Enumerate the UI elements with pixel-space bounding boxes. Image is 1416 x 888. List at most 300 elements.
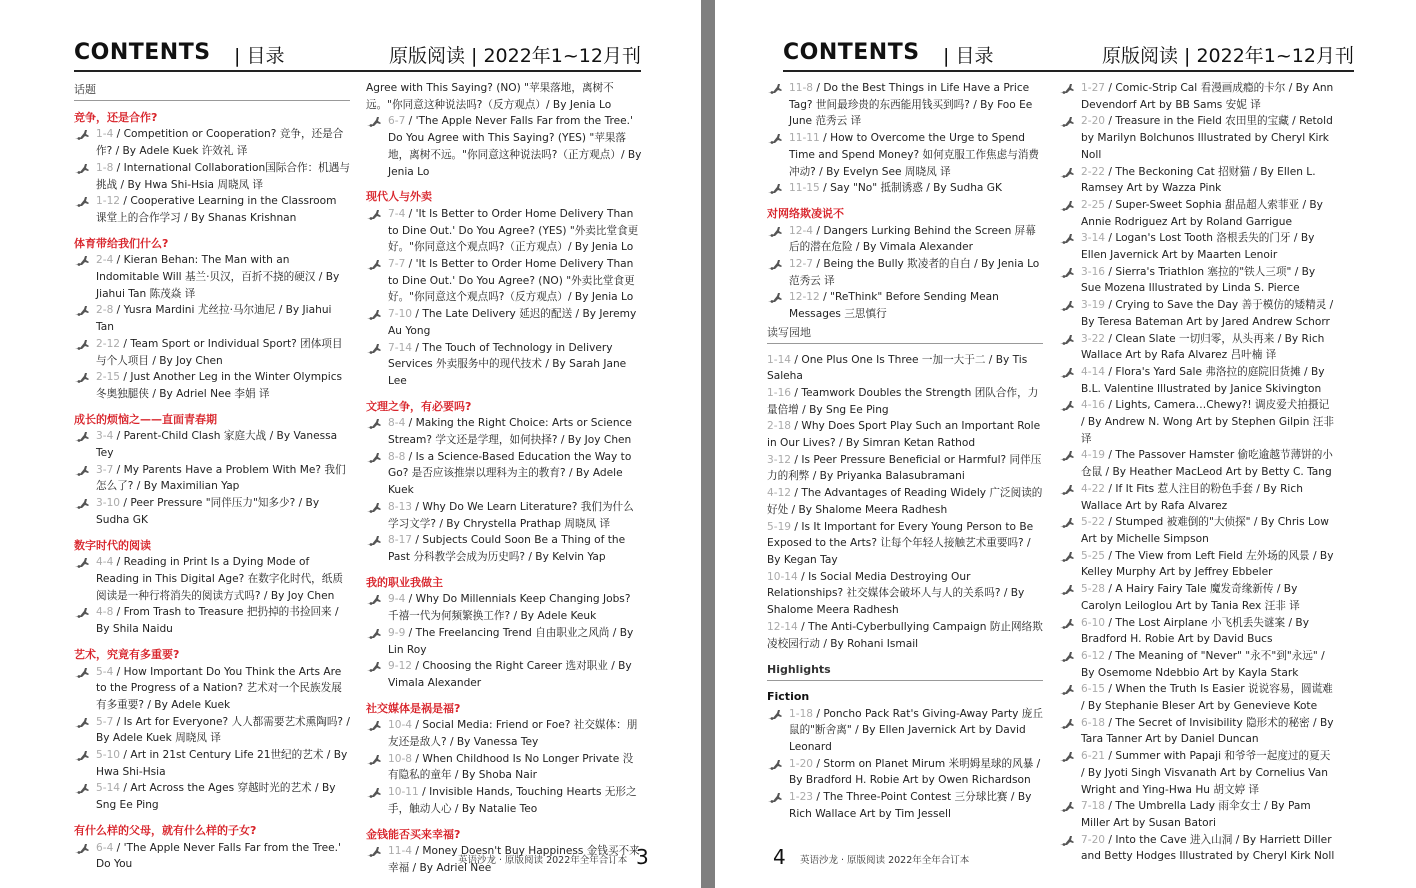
toc-column xyxy=(366,80,642,877)
entry-code: 5-4 xyxy=(96,665,114,678)
entry-text: / The Freelancing Trend 自由职业之风尚 / By Lin Roy xyxy=(388,626,634,656)
entry-text: / The Passover Hamster 偷吃逾越节薄饼的小仓鼠 / By Heather MacLeod Art by Betty C. Tang xyxy=(1081,449,1333,479)
entry-text: / If It Fits 惹人注目的粉色手套 / By Rich Wallace Art by Rafa Alvarez xyxy=(1081,482,1303,512)
entry-text: / The Secret of Invisibility 隐形术的秘密 / By Tara Tanner Art by Daniel Duncan xyxy=(1081,716,1334,746)
section-heading: Fiction xyxy=(767,689,810,703)
toc-entry xyxy=(767,485,1043,518)
entry-code: 2-22 xyxy=(1081,165,1106,178)
page-header xyxy=(783,38,1354,72)
entry-text: / How Important Do You Think the Arts Are to the Progress of a Nation? 艺术对一个民族发展有多重要? / By Adele Kuek xyxy=(96,665,342,711)
toc-entry xyxy=(366,415,642,448)
audio-icon xyxy=(74,163,90,174)
audio-icon xyxy=(767,709,783,720)
audio-icon xyxy=(1059,200,1075,211)
audio-icon xyxy=(1059,367,1075,378)
entry-text: / When the Truth Is Easier 说说容易，圆谎难 / By Stephanie Bleser Art by Genevieve Kote xyxy=(1081,683,1333,713)
section-heading: 艺术，究竟有多重要? xyxy=(74,647,180,661)
audio-icon xyxy=(74,498,90,509)
entry-code: 3-22 xyxy=(1081,332,1106,345)
entry-text: / Parent-Child Clash 家庭大战 / By Vanessa Tey xyxy=(96,430,338,460)
entry-code: 12-12 xyxy=(789,291,820,304)
audio-icon xyxy=(74,465,90,476)
toc-entry xyxy=(767,706,1043,756)
entry-text: / Flora's Yard Sale 弗洛拉的庭院旧货摊 / By B.L. Valentine Illustrated by Janice Skivington xyxy=(1081,365,1325,395)
audio-icon xyxy=(74,129,90,140)
entry-text: / 'It Is Better to Order Home Delivery Than to Dine Out.' Do You Agree? (NO) "外卖比堂食更好。"你同意这个观点吗?（反方观点）/ By Jenia Lo xyxy=(388,258,635,304)
right-page xyxy=(715,0,1416,888)
audio-icon xyxy=(74,305,90,316)
entry-code: 3-19 xyxy=(1081,299,1106,312)
entry-code: 1-18 xyxy=(789,707,814,720)
section-heading: 话题 xyxy=(74,82,350,101)
entry-code: 6-7 xyxy=(388,115,406,128)
audio-icon xyxy=(74,339,90,350)
entry-code: 2-8 xyxy=(96,304,114,317)
toc-entry xyxy=(74,193,350,226)
entry-code: 6-10 xyxy=(1081,616,1106,629)
entry-code: 2-25 xyxy=(1081,198,1106,211)
audio-icon xyxy=(767,259,783,270)
left-page xyxy=(0,0,701,888)
audio-icon xyxy=(74,750,90,761)
entry-code: 1-12 xyxy=(96,195,121,208)
toc-entry xyxy=(1059,798,1335,831)
entry-text: / Lights, Camera…Chewy?! 调皮爱犬拍摄记 / By Andrew N. Wong Art by Stephen Gilpin 汪非 译 xyxy=(1081,399,1334,445)
entry-text: / Is It Important for Every Young Person to Be Exposed to the Arts? 让每个年轻人接触艺术重要吗? / By Kegan Tay xyxy=(767,520,1034,566)
entry-code: 12-4 xyxy=(789,224,814,237)
toc-column xyxy=(74,80,350,873)
audio-icon xyxy=(767,83,783,94)
audio-icon xyxy=(1059,651,1075,662)
entry-code: 11-15 xyxy=(789,182,820,195)
entry-text: / Summer with Papaji 和爷爷一起度过的夏天 / By Jyoti Singh Visvanath Art by Cornelius Van Wright and Ying-Hwa Hu 胡文婷 译 xyxy=(1081,750,1331,796)
audio-icon xyxy=(366,720,382,731)
audio-icon xyxy=(74,196,90,207)
entry-code: 4-16 xyxy=(1081,399,1106,412)
entry-text: / Is Social Media Destroying Our Relationships? 社交媒体会破坏人与人的关系吗? / By Shalome Meera Radhesh xyxy=(767,570,1025,617)
toc-entry xyxy=(74,840,350,873)
entry-code: 5-19 xyxy=(767,520,792,533)
audio-icon xyxy=(74,843,90,854)
entry-text: / Money Doesn't Buy Happiness 金钱买不来幸福 / By Adriel Nee xyxy=(388,845,640,874)
entry-code: 7-4 xyxy=(388,207,406,220)
entry-text: / Competition or Cooperation? 竞争，还是合作? / By Adele Kuek 许效礼 译 xyxy=(96,128,344,158)
toc-entry xyxy=(767,80,1043,130)
toc-entry xyxy=(74,462,350,495)
audio-icon xyxy=(366,661,382,672)
audio-icon xyxy=(1059,801,1075,812)
toc-entry xyxy=(366,449,642,499)
audio-icon xyxy=(366,846,382,857)
audio-icon xyxy=(1059,267,1075,278)
toc-entry xyxy=(366,306,642,339)
audio-icon xyxy=(74,783,90,794)
toc-entry xyxy=(767,256,1043,289)
toc-entry xyxy=(767,789,1043,822)
contents-subtitle: | 目录 xyxy=(943,45,994,67)
section-heading: 读写园地 xyxy=(767,325,1043,344)
toc-entry xyxy=(767,130,1043,180)
entry-code: 2-15 xyxy=(96,371,121,384)
entry-code: 3-7 xyxy=(96,463,114,476)
page-number: 4 xyxy=(773,845,786,869)
entry-text: / Choosing the Right Career 选对职业 / By Vimala Alexander xyxy=(388,660,632,689)
audio-icon xyxy=(366,259,382,270)
entry-text: / Sierra's Triathlon 塞拉的"铁人三项" / By Sue Mozena Illustrated by Linda S. Pierce xyxy=(1081,265,1316,295)
audio-icon xyxy=(366,418,382,429)
toc-entry xyxy=(1059,581,1335,614)
toc-entry xyxy=(1059,164,1335,197)
toc-entry xyxy=(767,385,1043,418)
toc-entry xyxy=(1059,331,1335,364)
entry-text: / Is Peer Pressure Beneficial or Harmful? 同伴压力的利弊 / By Priyanka Balasubramani xyxy=(767,453,1042,483)
entry-code: 6-18 xyxy=(1081,716,1106,729)
audio-icon xyxy=(74,431,90,442)
audio-icon xyxy=(74,372,90,383)
toc-entry xyxy=(366,532,642,565)
section-heading: 社交媒体是祸是福? xyxy=(366,701,461,715)
toc-entry xyxy=(366,658,642,691)
entry-text: / When Childhood Is No Longer Private 没有隐私的童年 / By Shoba Nair xyxy=(388,752,634,782)
entry-code: 4-14 xyxy=(1081,365,1106,378)
section-heading: 竞争，还是合作? xyxy=(74,110,158,124)
entry-text: / Logan's Lost Tooth 洛根丢失的门牙 / By Ellen Javernick Art by Maarten Lenoir xyxy=(1081,232,1315,262)
audio-icon xyxy=(767,792,783,803)
toc-entry xyxy=(1059,297,1335,330)
section-heading: Highlights xyxy=(767,662,1043,681)
audio-icon xyxy=(366,535,382,546)
audio-icon xyxy=(1059,167,1075,178)
entry-text: / Clean Slate 一切归零，从头再来 / By Rich Wallace Art by Rafa Alvarez 吕叶楠 译 xyxy=(1081,332,1325,362)
toc-entry xyxy=(1059,715,1335,748)
entry-text: Agree with This Saying? (NO) "苹果落地，离树不远。"你同意这种说法吗?（反方观点）/ By Jenia Lo xyxy=(366,82,614,111)
entry-code: 11-4 xyxy=(388,845,413,858)
entry-text: / 'The Apple Never Falls Far from the Tree.' Do You xyxy=(96,841,341,871)
audio-icon xyxy=(1059,517,1075,528)
issue-range: 原版阅读 | 2022年1~12月刊 xyxy=(388,45,641,67)
audio-icon xyxy=(74,717,90,728)
toc-entry xyxy=(1059,748,1335,798)
toc-entry xyxy=(1059,514,1335,547)
entry-text: / Is a Science-Based Education the Way to Go? 是否应该推崇以理科为主的教育? / By Adele Kuek xyxy=(388,450,632,497)
audio-icon xyxy=(1059,233,1075,244)
audio-icon xyxy=(767,292,783,303)
audio-icon xyxy=(1059,835,1075,846)
toc-entry xyxy=(1059,681,1335,714)
toc-column xyxy=(1059,80,1335,865)
audio-icon xyxy=(1059,450,1075,461)
entry-code: 9-12 xyxy=(388,660,413,673)
entry-code: 1-20 xyxy=(789,757,814,770)
entry-code: 10-4 xyxy=(388,719,413,732)
toc-entry xyxy=(74,126,350,159)
entry-text: / A Hairy Fairy Tale 魔发奇缘新传 / By Carolyn Leiloglou Art by Tania Rex 汪非 译 xyxy=(1081,583,1300,612)
toc-column xyxy=(767,80,1043,823)
entry-code: 10-8 xyxy=(388,752,413,765)
entry-text: / Cooperative Learning in the Classroom 课堂上的合作学习 / By Shanas Krishnan xyxy=(96,195,337,224)
entry-text: / Why Does Sport Play Such an Important Role in Our Lives? / By Simran Ketan Rathod xyxy=(767,420,1041,450)
entry-text: / One Plus One Is Three 一加一大于二 / By Tis Saleha xyxy=(767,353,1028,383)
entry-code: 4-4 xyxy=(96,556,114,569)
entry-text: / Peer Pressure "同伴压力"知多少? / By Sudha GK xyxy=(96,497,320,526)
section-heading: 体育带给我们什么? xyxy=(74,236,169,250)
toc-entry xyxy=(74,714,350,747)
page-header xyxy=(74,38,641,72)
toc-entry xyxy=(74,495,350,528)
entry-code: 3-14 xyxy=(1081,232,1106,245)
entry-text: / Art Across the Ages 穿越时光的艺术 / By Sng Ee Ping xyxy=(96,782,336,812)
audio-icon xyxy=(366,787,382,798)
entry-text: / Art in 21st Century Life 21世纪的艺术 / By Hwa Shi-Hsia xyxy=(96,749,348,778)
entry-code: 1-4 xyxy=(96,128,114,141)
entry-text: / The Advantages of Reading Widely 广泛阅读的好处 / By Shalome Meera Radhesh xyxy=(767,487,1043,516)
entry-text: / Into the Cave 进入山洞 / By Harriett Diller and Betty Hodges Illustrated by Cheryl Kirk Noll xyxy=(1081,833,1335,863)
entry-code: 3-10 xyxy=(96,497,121,510)
entry-text: / Social Media: Friend or Foe? 社交媒体：朋友还是敌人? / By Vanessa Tey xyxy=(388,719,638,749)
toc-entry xyxy=(767,289,1043,322)
audio-icon xyxy=(366,309,382,320)
toc-entry xyxy=(1059,80,1335,113)
toc-entry xyxy=(74,428,350,461)
section-heading: 文理之争，有必要吗? xyxy=(366,399,472,413)
toc-entry xyxy=(74,780,350,813)
entry-text: / Crying to Save the Day 善于模仿的矮精灵 / By Teresa Bateman Art by Jared Andrew Schorr xyxy=(1081,299,1334,328)
audio-icon xyxy=(767,226,783,237)
entry-text: / Poncho Pack Rat's Giving-Away Party 庞丘鼠的"断舍离" / By Ellen Javernick Art by David Leonard xyxy=(789,707,1043,754)
toc-entry xyxy=(767,619,1043,652)
section-heading: 我的职业我做主 xyxy=(366,575,443,589)
entry-text: / The Beckoning Cat 招财猫 / By Ellen L. Ramsey Art by Wazza Pink xyxy=(1081,165,1316,195)
toc-entry xyxy=(1059,113,1335,163)
audio-icon xyxy=(1059,83,1075,94)
audio-icon xyxy=(1059,551,1075,562)
toc-entry xyxy=(74,664,350,714)
toc-entry xyxy=(1059,648,1335,681)
entry-text: / Treasure in the Field 农田里的宝藏 / Retold by Marilyn Bolchunos Illustrated by Cheryl Kirk Noll xyxy=(1081,115,1333,161)
toc-entry xyxy=(366,625,642,658)
toc-entry xyxy=(767,352,1043,385)
entry-code: 7-20 xyxy=(1081,833,1106,846)
entry-text: / Yusra Mardini 尤丝拉·马尔迪尼 / By Jiahui Tan xyxy=(96,304,332,334)
toc-entry xyxy=(366,751,642,784)
entry-text: / The Touch of Technology in Delivery Services 外卖服务中的现代技术 / By Sarah Jane Lee xyxy=(388,341,627,387)
entry-text: / The Umbrella Lady 雨伞女士 / By Pam Miller Art by Susan Batori xyxy=(1081,800,1311,829)
audio-icon xyxy=(1059,684,1075,695)
issue-range: 原版阅读 | 2022年1~12月刊 xyxy=(1101,45,1354,67)
toc-entry xyxy=(1059,230,1335,263)
entry-text: / Teamwork Doubles the Strength 团队合作，力量倍增 / By Sng Ee Ping xyxy=(767,386,1039,416)
section-heading: 有什么样的父母，就有什么样的子女? xyxy=(74,823,257,837)
audio-icon xyxy=(366,116,382,127)
entry-code: 5-28 xyxy=(1081,583,1106,596)
entry-text: / The Three-Point Contest 三分球比赛 / By Rich Wallace Art by Tim Jessell xyxy=(789,791,1032,820)
entry-text: / The Lost Airplane 小飞机丢失谜案 / By Bradford H. Robie Art by David Bucs xyxy=(1081,616,1309,646)
entry-code: 2-4 xyxy=(96,254,114,267)
audio-icon xyxy=(1059,400,1075,411)
entry-code: 10-14 xyxy=(767,570,798,583)
audio-icon xyxy=(366,594,382,605)
toc-entry xyxy=(366,591,642,624)
entry-code: 5-25 xyxy=(1081,549,1106,562)
audio-icon xyxy=(1059,751,1075,762)
entry-text: / Stumped 被难倒的"大侦探" / By Chris Low Art by Michelle Simpson xyxy=(1081,516,1329,545)
entry-code: 6-15 xyxy=(1081,683,1106,696)
entry-code: 1-16 xyxy=(767,386,792,399)
toc-entry xyxy=(74,252,350,302)
toc-entry xyxy=(767,418,1043,451)
toc-entry xyxy=(74,554,350,604)
entry-code: 8-17 xyxy=(388,534,413,547)
entry-code: 6-21 xyxy=(1081,750,1106,763)
audio-icon xyxy=(366,502,382,513)
entry-text: / Just Another Leg in the Winter Olympics 冬奥独腿侠 / By Adriel Nee 李娟 译 xyxy=(96,371,343,400)
audio-icon xyxy=(767,183,783,194)
audio-icon xyxy=(1059,484,1075,495)
toc-entry xyxy=(767,756,1043,789)
toc-entry xyxy=(366,340,642,390)
entry-text: / Dangers Lurking Behind the Screen 屏幕后的潜在危险 / By Vimala Alexander xyxy=(789,224,1036,254)
entry-text: / From Trash to Treasure 把扔掉的书捡回来 / By Shila Naidu xyxy=(96,606,339,636)
entry-code: 9-9 xyxy=(388,626,406,639)
entry-code: 9-4 xyxy=(388,593,406,606)
toc-entry xyxy=(767,180,1043,197)
section-heading: 对网络欺凌说不 xyxy=(767,206,844,220)
audio-icon xyxy=(1059,618,1075,629)
toc-entry xyxy=(74,336,350,369)
entry-code: 3-4 xyxy=(96,430,114,443)
toc-entry xyxy=(74,160,350,193)
entry-code: 7-18 xyxy=(1081,800,1106,813)
footer-note: 英语沙龙 · 原版阅读 2022年全年合订本 xyxy=(458,855,628,866)
audio-icon xyxy=(74,255,90,266)
entry-text: / Storm on Planet Mirum 米明姆星球的风暴 / By Bradford H. Robie Art by Owen Richardson xyxy=(789,757,1041,787)
entry-code: 8-13 xyxy=(388,500,413,513)
entry-code: 2-12 xyxy=(96,337,121,350)
entry-code: 3-12 xyxy=(767,453,792,466)
toc-entry xyxy=(1059,447,1335,480)
entry-code: 7-14 xyxy=(388,341,413,354)
audio-icon xyxy=(1059,300,1075,311)
section-heading: 金钱能否买来幸福? xyxy=(366,827,461,841)
audio-icon xyxy=(366,628,382,639)
entry-text: / My Parents Have a Problem With Me? 我们怎么了? / By Maximilian Yap xyxy=(96,463,346,493)
toc-entry xyxy=(366,499,642,532)
entry-text: / 'The Apple Never Falls Far from the Tree.' Do You Agree with This Saying? (YES) "苹果落地，离树不远。"你同意这种说法吗?（正方观点）/ By Jenia Lo xyxy=(388,115,642,178)
audio-icon xyxy=(767,133,783,144)
audio-icon xyxy=(1059,116,1075,127)
audio-icon xyxy=(1059,334,1075,345)
entry-code: 4-12 xyxy=(767,487,792,500)
audio-icon xyxy=(366,452,382,463)
toc-entry xyxy=(1059,832,1335,865)
entry-text: / International Collaboration国际合作：机遇与挑战 / By Hwa Shi-Hsia 周晓凤 译 xyxy=(96,161,350,191)
entry-code: 5-14 xyxy=(96,782,121,795)
entry-code: 6-4 xyxy=(96,841,114,854)
entry-text: / Super-Sweet Sophia 甜品超人索菲亚 / By Annie Rodriguez Art by Roland Garrigue xyxy=(1081,198,1323,228)
entry-text: / Why Do Millennials Keep Changing Jobs? 千禧一代为何频繁换工作? / By Adele Keuk xyxy=(388,593,631,623)
toc-entry xyxy=(366,206,642,256)
entry-code: 3-16 xyxy=(1081,265,1106,278)
entry-text: / Kieran Behan: The Man with an Indomitable Will 基兰·贝汉，百折不挠的硬汉 / By Jiahui Tan 陈茂焱 译 xyxy=(96,254,340,300)
audio-icon xyxy=(767,759,783,770)
entry-code: 10-11 xyxy=(388,786,419,799)
audio-icon xyxy=(74,607,90,618)
toc-entry xyxy=(74,369,350,402)
entry-text: / Do the Best Things in Life Have a Price Tag? 世间最珍贵的东西能用钱买到吗? / By Foo Ee June 范秀云 译 xyxy=(789,82,1033,128)
entry-text: / The Late Delivery 延迟的配送 / By Jeremy Au Yong xyxy=(388,308,637,337)
audio-icon xyxy=(366,209,382,220)
entry-text: / Being the Bully 欺凌者的自白 / By Jenia Lo 范秀云 译 xyxy=(789,258,1040,287)
entry-text: / Team Sport or Individual Sport? 团体项目与个人项目 / By Joy Chen xyxy=(96,337,343,367)
toc-entry xyxy=(767,519,1043,569)
entry-text: / Subjects Could Soon Be a Thing of the Past 分科教学会成为历史吗? / By Kelvin Yap xyxy=(388,534,626,563)
toc-entry xyxy=(1059,197,1335,230)
entry-code: 2-18 xyxy=(767,420,792,433)
entry-code: 8-4 xyxy=(388,417,406,430)
entry-code: 6-12 xyxy=(1081,649,1106,662)
entry-code: 1-8 xyxy=(96,161,114,174)
section-heading: 成长的烦恼之——直面青春期 xyxy=(74,412,217,426)
audio-icon xyxy=(366,343,382,354)
toc-entry xyxy=(366,113,642,180)
toc-entry xyxy=(366,80,642,113)
toc-entry xyxy=(1059,364,1335,397)
toc-entry xyxy=(74,604,350,637)
audio-icon xyxy=(74,557,90,568)
entry-code: 1-14 xyxy=(767,353,792,366)
entry-text: / The Anti-Cyberbullying Campaign 防止网络欺凌校园行动 / By Rohani Ismail xyxy=(767,620,1043,650)
toc-entry xyxy=(1059,264,1335,297)
entry-code: 11-11 xyxy=(789,132,820,145)
entry-code: 7-10 xyxy=(388,308,413,321)
entry-code: 4-8 xyxy=(96,606,114,619)
section-heading: 现代人与外卖 xyxy=(366,190,432,204)
entry-code: 12-14 xyxy=(767,620,798,633)
toc-entry xyxy=(1059,397,1335,447)
entry-code: 2-20 xyxy=(1081,115,1106,128)
entry-text: / How to Overcome the Urge to Spend Time and Spend Money? 如何克服工作焦虑与消费冲动? / By Evelyn See 周晓凤 译 xyxy=(789,132,1040,178)
contents-title: CONTENTS xyxy=(74,40,211,65)
toc-entry xyxy=(74,747,350,780)
entry-code: 4-19 xyxy=(1081,449,1106,462)
entry-code: 4-22 xyxy=(1081,482,1106,495)
entry-code: 8-8 xyxy=(388,450,406,463)
page-number: 3 xyxy=(636,845,649,869)
toc-entry xyxy=(366,717,642,750)
footer-note: 英语沙龙 · 原版阅读 2022年全年合订本 xyxy=(800,855,970,866)
toc-entry xyxy=(366,784,642,817)
entry-text: / Say "No" 抵制诱惑 / By Sudha GK xyxy=(819,182,1002,195)
entry-code: 11-8 xyxy=(789,82,814,94)
entry-code: 5-22 xyxy=(1081,516,1106,529)
section-heading: 数字时代的阅读 xyxy=(74,538,151,552)
toc-entry xyxy=(366,256,642,306)
toc-entry xyxy=(767,223,1043,256)
entry-text: / 'It Is Better to Order Home Delivery Than to Dine Out.' Do You Agree? (YES) "外卖比堂食更好。"你同意这个观点吗?（正方观点）/ By Jenia Lo xyxy=(388,207,639,254)
entry-text: / Comic-Strip Cal 看漫画成瘾的卡尔 / By Ann Devendorf Art by BB Sams 安妮 译 xyxy=(1081,82,1334,111)
entry-text: / "ReThink" Before Sending Mean Messages 三思慎行 xyxy=(789,291,999,321)
toc-entry xyxy=(1059,548,1335,581)
entry-text: / Making the Right Choice: Arts or Science Stream? 学文还是学理，如何抉择? / By Joy Chen xyxy=(388,417,632,447)
toc-entry xyxy=(74,302,350,335)
entry-text: / The Meaning of "Never" "永不"到"永远" / By Osemome Ndebbio Art by Kayla Stark xyxy=(1081,649,1325,679)
entry-text: / Invisible Hands, Touching Hearts 无形之手，触动人心 / By Natalie Teo xyxy=(388,786,637,815)
entry-code: 7-7 xyxy=(388,258,406,271)
entry-text: / The View from Left Field 左外场的风景 / By Kelley Murphy Art by Jeffrey Ebbeler xyxy=(1081,549,1334,579)
entry-code: 5-7 xyxy=(96,715,114,728)
toc-entry xyxy=(767,452,1043,485)
contents-title: CONTENTS xyxy=(783,40,920,65)
